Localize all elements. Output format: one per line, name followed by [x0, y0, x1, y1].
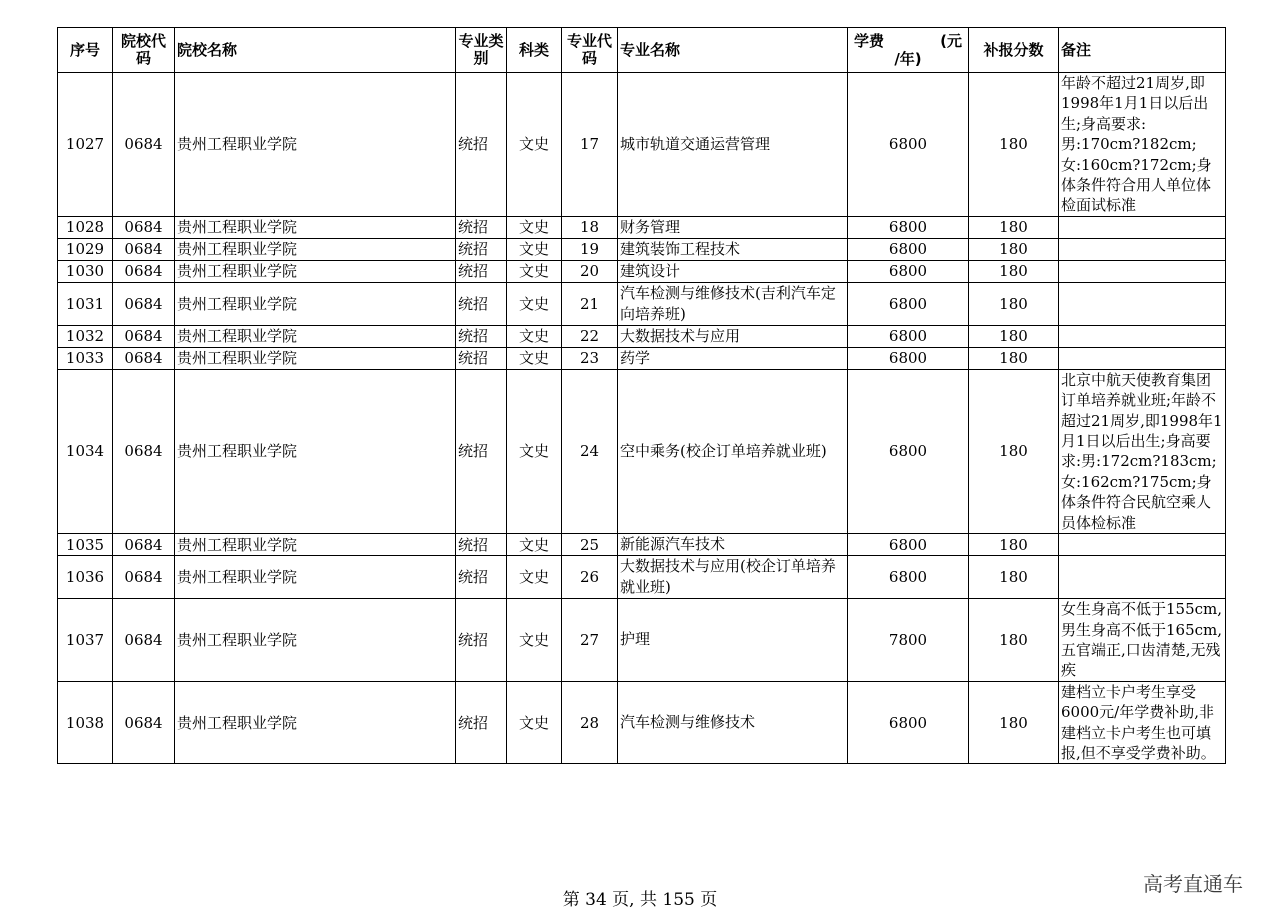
cell-major-type: 统招	[456, 369, 507, 533]
cell-major-code: 28	[562, 681, 618, 764]
cell-major-type: 统招	[456, 238, 507, 260]
admission-table	[57, 27, 1226, 764]
cell-subject: 文史	[507, 216, 562, 238]
cell-school-code: 0684	[113, 681, 175, 764]
cell-note: 年龄不超过21周岁,即1998年1月1日以后出生;身高要求:男:170cm?182cm;女:160cm?172cm;身体条件符合用人单位体检面试标准	[1059, 73, 1226, 217]
table-row	[58, 216, 1226, 238]
cell-major-type: 统招	[456, 325, 507, 347]
cell-major-type: 统招	[456, 260, 507, 282]
cell-school-code: 0684	[113, 282, 175, 325]
cell-subject: 文史	[507, 282, 562, 325]
cell-major-code: 21	[562, 282, 618, 325]
cell-note: 建档立卡户考生享受6000元/年学费补助,非建档立卡户考生也可填报,但不享受学费补助。	[1059, 681, 1226, 764]
header-major-name: 专业名称	[618, 28, 848, 73]
cell-note	[1059, 238, 1226, 260]
cell-school-code: 0684	[113, 73, 175, 217]
cell-school-code: 0684	[113, 369, 175, 533]
cell-subject: 文史	[507, 73, 562, 217]
cell-school-name: 贵州工程职业学院	[175, 260, 456, 282]
cell-major-code: 19	[562, 238, 618, 260]
table-row	[58, 347, 1226, 369]
cell-score: 180	[969, 325, 1059, 347]
header-school-code: 院校代码	[113, 28, 175, 73]
cell-seq: 1033	[58, 347, 113, 369]
header-note: 备注	[1059, 28, 1226, 73]
table-row	[58, 73, 1226, 217]
header-fee-unit-a: (元	[940, 32, 962, 50]
table-row	[58, 369, 1226, 533]
cell-score: 180	[969, 73, 1059, 217]
cell-note	[1059, 282, 1226, 325]
cell-fee: 6800	[848, 216, 969, 238]
header-major-type: 专业类别	[456, 28, 507, 73]
table-row	[58, 325, 1226, 347]
cell-school-code: 0684	[113, 347, 175, 369]
header-fee	[848, 28, 969, 73]
cell-score: 180	[969, 282, 1059, 325]
header-score: 补报分数	[969, 28, 1059, 73]
cell-major-name: 汽车检测与维修技术(吉利汽车定向培养班)	[618, 282, 848, 325]
cell-note: 女生身高不低于155cm,男生身高不低于165cm,五官端正,口齿清楚,无残疾	[1059, 599, 1226, 682]
table-row	[58, 534, 1226, 556]
cell-score: 180	[969, 534, 1059, 556]
cell-school-code: 0684	[113, 599, 175, 682]
cell-fee: 6800	[848, 73, 969, 217]
cell-subject: 文史	[507, 599, 562, 682]
table-row	[58, 599, 1226, 682]
cell-score: 180	[969, 369, 1059, 533]
cell-subject: 文史	[507, 369, 562, 533]
cell-subject: 文史	[507, 238, 562, 260]
cell-major-type: 统招	[456, 347, 507, 369]
cell-major-code: 17	[562, 73, 618, 217]
cell-school-code: 0684	[113, 556, 175, 599]
cell-school-code: 0684	[113, 238, 175, 260]
cell-seq: 1038	[58, 681, 113, 764]
cell-major-type: 统招	[456, 282, 507, 325]
header-seq: 序号	[58, 28, 113, 73]
cell-school-name: 贵州工程职业学院	[175, 599, 456, 682]
cell-note	[1059, 534, 1226, 556]
cell-fee: 7800	[848, 599, 969, 682]
cell-school-name: 贵州工程职业学院	[175, 325, 456, 347]
cell-note: 北京中航天使教育集团订单培养就业班;年龄不超过21周岁,即1998年1月1日以后出生;身高要求:男:172cm?183cm;女:162cm?175cm;身体条件符合民航空乘人员体检标准	[1059, 369, 1226, 533]
cell-seq: 1031	[58, 282, 113, 325]
cell-major-name: 城市轨道交通运营管理	[618, 73, 848, 217]
cell-seq: 1036	[58, 556, 113, 599]
cell-note	[1059, 325, 1226, 347]
cell-major-name: 新能源汽车技术	[618, 534, 848, 556]
cell-major-name: 建筑设计	[618, 260, 848, 282]
cell-major-name: 汽车检测与维修技术	[618, 681, 848, 764]
cell-score: 180	[969, 599, 1059, 682]
table-row	[58, 260, 1226, 282]
cell-score: 180	[969, 238, 1059, 260]
header-fee-label: 学费	[854, 32, 885, 50]
cell-score: 180	[969, 556, 1059, 599]
cell-subject: 文史	[507, 556, 562, 599]
header-subject: 科类	[507, 28, 562, 73]
cell-school-name: 贵州工程职业学院	[175, 556, 456, 599]
cell-seq: 1029	[58, 238, 113, 260]
cell-major-code: 27	[562, 599, 618, 682]
cell-major-name: 大数据技术与应用	[618, 325, 848, 347]
cell-major-type: 统招	[456, 73, 507, 217]
cell-major-code: 18	[562, 216, 618, 238]
cell-subject: 文史	[507, 534, 562, 556]
cell-fee: 6800	[848, 347, 969, 369]
cell-seq: 1034	[58, 369, 113, 533]
header-row	[58, 28, 1226, 73]
cell-seq: 1027	[58, 73, 113, 217]
cell-school-name: 贵州工程职业学院	[175, 369, 456, 533]
cell-major-code: 25	[562, 534, 618, 556]
watermark-text: 高考直通车	[1143, 872, 1243, 896]
cell-school-code: 0684	[113, 216, 175, 238]
table-row	[58, 681, 1226, 764]
page-number: 第 34 页, 共 155 页	[562, 890, 718, 910]
cell-school-name: 贵州工程职业学院	[175, 216, 456, 238]
cell-major-code: 22	[562, 325, 618, 347]
cell-school-name: 贵州工程职业学院	[175, 347, 456, 369]
cell-major-type: 统招	[456, 216, 507, 238]
cell-major-name: 药学	[618, 347, 848, 369]
table-body	[58, 73, 1226, 764]
table-row	[58, 556, 1226, 599]
header-fee-unit-b: /年)	[894, 50, 922, 68]
header-school-name: 院校名称	[175, 28, 456, 73]
cell-major-code: 23	[562, 347, 618, 369]
cell-major-name: 财务管理	[618, 216, 848, 238]
cell-seq: 1028	[58, 216, 113, 238]
cell-score: 180	[969, 216, 1059, 238]
cell-major-type: 统招	[456, 534, 507, 556]
cell-score: 180	[969, 260, 1059, 282]
cell-subject: 文史	[507, 260, 562, 282]
cell-school-name: 贵州工程职业学院	[175, 238, 456, 260]
cell-major-code: 24	[562, 369, 618, 533]
cell-subject: 文史	[507, 325, 562, 347]
cell-school-name: 贵州工程职业学院	[175, 73, 456, 217]
cell-fee: 6800	[848, 681, 969, 764]
cell-school-name: 贵州工程职业学院	[175, 534, 456, 556]
cell-fee: 6800	[848, 556, 969, 599]
cell-seq: 1030	[58, 260, 113, 282]
cell-score: 180	[969, 681, 1059, 764]
header-major-code: 专业代码	[562, 28, 618, 73]
cell-major-type: 统招	[456, 599, 507, 682]
cell-major-type: 统招	[456, 681, 507, 764]
cell-school-code: 0684	[113, 325, 175, 347]
cell-fee: 6800	[848, 260, 969, 282]
cell-major-name: 空中乘务(校企订单培养就业班)	[618, 369, 848, 533]
cell-fee: 6800	[848, 325, 969, 347]
cell-subject: 文史	[507, 681, 562, 764]
cell-fee: 6800	[848, 534, 969, 556]
cell-major-code: 26	[562, 556, 618, 599]
cell-school-name: 贵州工程职业学院	[175, 282, 456, 325]
cell-seq: 1035	[58, 534, 113, 556]
cell-major-code: 20	[562, 260, 618, 282]
cell-fee: 6800	[848, 238, 969, 260]
cell-note	[1059, 260, 1226, 282]
table-row	[58, 238, 1226, 260]
cell-fee: 6800	[848, 282, 969, 325]
cell-school-code: 0684	[113, 534, 175, 556]
cell-major-type: 统招	[456, 556, 507, 599]
cell-school-code: 0684	[113, 260, 175, 282]
cell-fee: 6800	[848, 369, 969, 533]
cell-seq: 1037	[58, 599, 113, 682]
cell-school-name: 贵州工程职业学院	[175, 681, 456, 764]
cell-major-name: 建筑装饰工程技术	[618, 238, 848, 260]
cell-seq: 1032	[58, 325, 113, 347]
cell-note	[1059, 347, 1226, 369]
cell-subject: 文史	[507, 347, 562, 369]
cell-note	[1059, 556, 1226, 599]
cell-note	[1059, 216, 1226, 238]
cell-score: 180	[969, 347, 1059, 369]
cell-major-name: 大数据技术与应用(校企订单培养就业班)	[618, 556, 848, 599]
table-row	[58, 282, 1226, 325]
cell-major-name: 护理	[618, 599, 848, 682]
